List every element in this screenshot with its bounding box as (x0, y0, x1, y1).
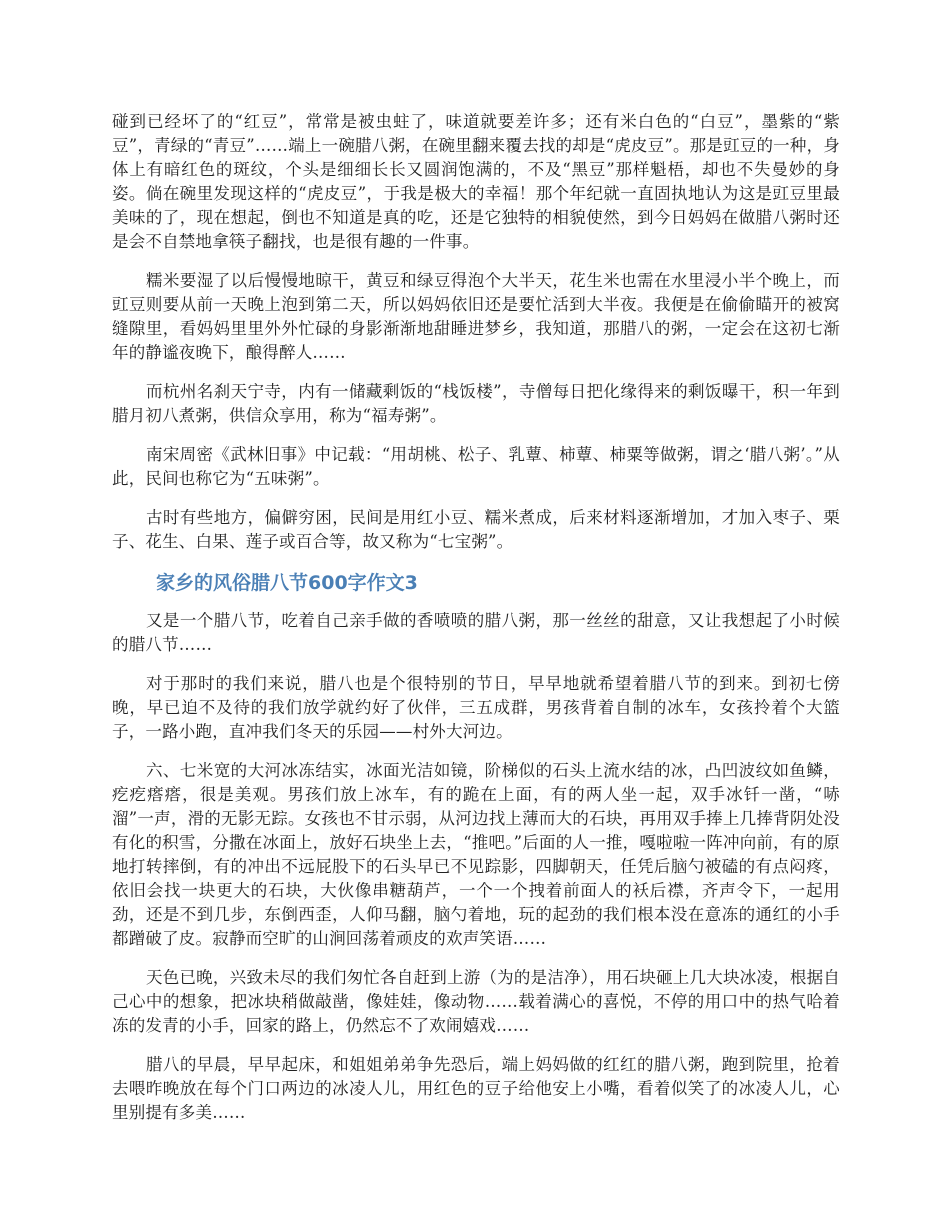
article-paragraph: 古时有些地方，偏僻穷困，民间是用红小豆、糯米煮成，后来材料逐渐增加，才加入枣子、栗子、花生、白果、莲子或百合等，故又称为“七宝粥”。 (112, 508, 840, 551)
article-paragraph: 六、七米宽的大河冰冻结实，冰面光洁如镜，阶梯似的石头上流水结的冰，凸凹波纹如鱼鳞，疙疙瘩瘩，很是美观。男孩们放上冰车，有的跪在上面，有的两人坐一起，双手冰钎一凿，“哧溜”一声，滑的无影无踪。女孩也不甘示弱，从河边找上薄而大的石块，再用双手捧上几捧背阴处没有化的积雪，分撒在冰面上，放好石块坐上去，“推吧。”后面的人一推，嘎啦啦一阵冲向前，有的原地打转摔倒，有的冲出不远屁股下的石头早已不见踪影，四脚朝天，任凭后脑勺被磕的有点闷疼，依旧会找一块更大的石块，大伙像串糖葫芦，一个一个拽着前面人的袄后襟，齐声令下，一起用劲，还是不到几步，东倒西歪，人仰马翻，脑勺着地，玩的起劲的我们根本没在意冻的通红的小手都蹭破了皮。寂静而空旷的山涧回荡着顽皮的欢声笑语…… (112, 761, 840, 948)
section-heading: 家乡的风俗腊八节600字作文3 (156, 572, 418, 594)
article-paragraph: 而杭州名刹天宁寺，内有一储藏剩饭的“栈饭楼”，寺僧每日把化缘得来的剩饭曝干，积一年到腊月初八煮粥，供信众享用，称为“福寿粥”。 (112, 382, 840, 425)
article-paragraph: 对于那时的我们来说，腊八也是个很特别的节日，早早地就希望着腊八节的到来。到初七傍晚，早已迫不及待的我们放学就约好了伙伴，三五成群，男孩背着自制的冰车，女孩拎着个大篮子，一路小跑，直冲我们冬天的乐园——村外大河边。 (112, 674, 840, 741)
article-paragraph: 腊八的早晨，早早起床，和姐姐弟弟争先恐后，端上妈妈做的红红的腊八粥，跑到院里，抢着去喂昨晚放在每个门口两边的冰凌人儿，用红色的豆子给他安上小嘴，看着似笑了的冰凌人儿，心里别提有多美…… (112, 1055, 840, 1122)
article-paragraph: 碰到已经坏了的“红豆”，常常是被虫蛀了，味道就要差许多；还有米白色的“白豆”，墨紫的“紫豆”，青绿的“青豆”……端上一碗腊八粥，在碗里翻来覆去找的却是“虎皮豆”。那是豇豆的一种，身体上有暗红色的斑纹，个头是细细长长又圆润饱满的，不及“黑豆”那样魁梧，却也不失曼妙的身姿。倘在碗里发现这样的“虎皮豆”，于我是极大的幸福！那个年纪就一直固执地认为这是豇豆里最美味的了，现在想起，倒也不知道是真的吃，还是它独特的相貌使然，到今日妈妈在做腊八粥时还是会不自禁地拿筷子翻找，也是很有趣的一件事。 (112, 112, 840, 251)
article-paragraph: 天色已晚，兴致未尽的我们匆忙各自赶到上游（为的是洁净），用石块砸上几大块冰凌，根据自己心中的想象，把冰块稍做敲凿，像娃娃，像动物……载着满心的喜悦，不停的用口中的热气哈着冻的发青的小手，回家的路上，仍然忘不了欢闹嬉戏…… (112, 968, 840, 1035)
article-paragraph: 南宋周密《武林旧事》中记载：“用胡桃、松子、乳蕈、柿蕈、柿粟等做粥，谓之‘腊八粥’。”从此，民间也称它为“五味粥”。 (112, 445, 840, 488)
article-paragraph: 糯米要湿了以后慢慢地晾干，黄豆和绿豆得泡个大半天，花生米也需在水里浸小半个晚上，而豇豆则要从前一天晚上泡到第二天，所以妈妈依旧还是要忙活到大半夜。我便是在偷偷瞄开的被窝缝隙里，看妈妈里里外外忙碌的身影渐渐地甜睡进梦乡，我知道，那腊八的粥，一定会在这初七渐年的静谧夜晚下，酿得醉人…… (112, 271, 840, 362)
article-paragraph: 又是一个腊八节，吃着自己亲手做的香喷喷的腊八粥，那一丝丝的甜意，又让我想起了小时候的腊八节…… (112, 611, 840, 654)
article-body (112, 110, 840, 1140)
